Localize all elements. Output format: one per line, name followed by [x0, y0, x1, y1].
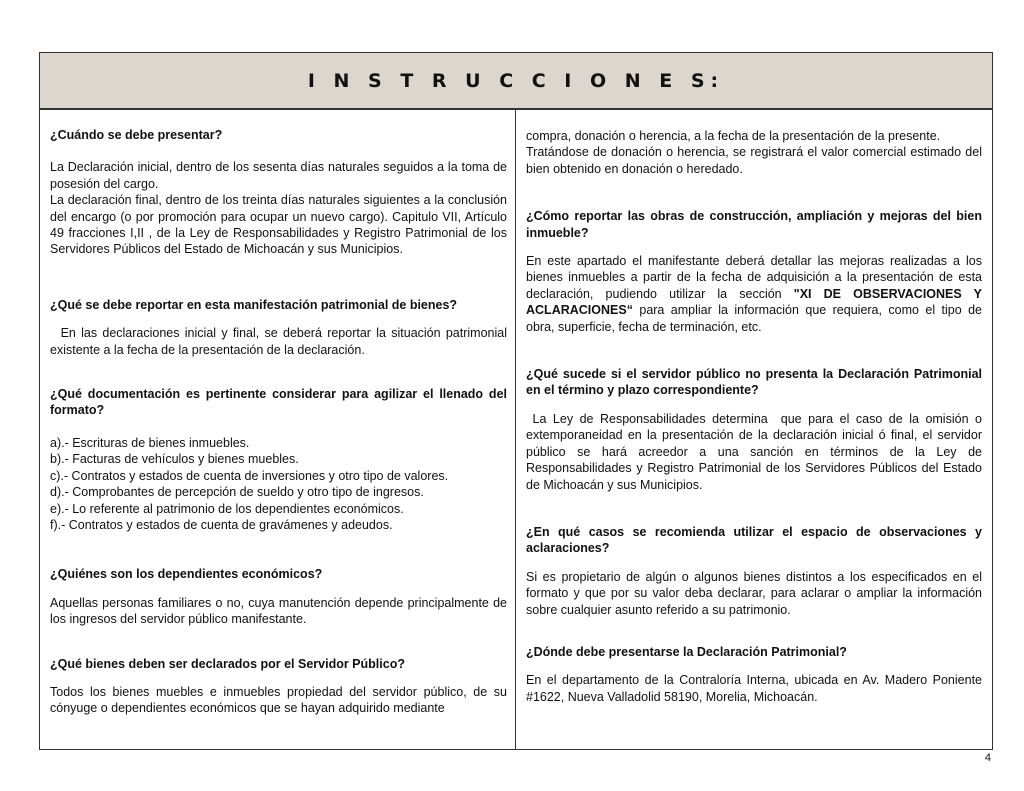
- question-non-compliance: ¿Qué sucede si el servidor público no presenta la Declaración Patrimonial en el término y plazo correspondiente?: [526, 367, 982, 398]
- list-item: c).- Contratos y estados de cuenta de inversiones y otro tipo de valores.: [50, 468, 449, 483]
- right-column: [516, 110, 992, 749]
- answer-construction-works: En este apartado el manifestante deberá detallar las mejoras realizadas a los bienes inmuebles a partir de la fecha de adquisición a la presentación de esta declaración, pudiendo utilizar la sección "XI DE OBSERVACIONES Y ACLARACIONES“ para ampliar la información que requiera, como el tipo de obra, superficie, fecha de terminación, etc.: [526, 254, 982, 334]
- question-documentation: ¿Qué documentación es pertinente considerar para agilizar el llenado del formato?: [50, 387, 507, 418]
- question-when-to-present: ¿Cuándo se debe presentar?: [50, 128, 223, 142]
- list-item: b).- Facturas de vehículos y bienes muebles.: [50, 452, 299, 467]
- answer-observations-use: Si es propietario de algún o algunos bienes distintos a los especificados en el formato y que por su valor deba declarar, para aclarar o ampliar la información sobre cualquier asunto referido a su patrimonio.: [526, 569, 982, 617]
- answer-donation-inheritance: Tratándose de donación o herencia, se registrará el valor comercial estimado del bien obtenido en donación o heredado.: [526, 145, 982, 176]
- answer-assets-continued: compra, donación o herencia, a la fecha de la presentación de la presente.: [526, 129, 941, 143]
- question-what-to-report: ¿Qué se debe reportar en esta manifestación patrimonial de bienes?: [50, 297, 458, 312]
- list-item: e).- Lo referente al patrimonio de los dependientes económicos.: [50, 501, 404, 516]
- question-assets-to-declare: ¿Qué bienes deben ser declarados por el Servidor Público?: [50, 656, 405, 671]
- list-item: d).- Comprobantes de percepción de sueldo y otro tipo de ingresos.: [50, 485, 424, 500]
- question-where-to-present: ¿Dónde debe presentarse la Declaración Patrimonial?: [526, 644, 847, 659]
- answer-assets-to-declare: Todos los bienes muebles e inmuebles propiedad del servidor público, de su cónyuge o dependientes económicos que se hayan adquirido mediante: [50, 684, 507, 716]
- answer-non-compliance: La Ley de Responsabilidades determina que para el caso de la omisión o extemporaneidad en la presentación de la declaración inicial ó final, el servidor público se hará acreedor a una sanción en términos de la Ley de Responsabilidades y Registro Patrimonial de los Servidores Públicos del Estado de Michoacán y sus Municipios.: [526, 411, 986, 492]
- instructions-header: [40, 53, 992, 110]
- left-column: [40, 110, 516, 749]
- answer-initial-declaration: La Declaración inicial, dentro de los sesenta días naturales seguidos a la toma de posesión del cargo.: [50, 160, 507, 191]
- question-dependents: ¿Quiénes son los dependientes económicos?: [50, 567, 323, 582]
- documentation-list: [50, 435, 507, 533]
- answer-where-to-present: En el departamento de la Contraloría Interna, ubicada en Av. Madero Poniente #1622, Nueva Valladolid 58190, Morelia, Michoacán.: [526, 673, 982, 704]
- page-title: I N S T R U C C I O N E S:: [307, 69, 725, 92]
- instructions-table: [39, 52, 993, 750]
- answer-dependents: Aquellas personas familiares o no, cuya manutención depende principalmente de los ingresos del servidor público manifestante.: [50, 595, 507, 627]
- list-item: f).- Contratos y estados de cuenta de gravámenes y adeudos.: [50, 517, 393, 532]
- list-item: a).- Escrituras de bienes inmuebles.: [50, 435, 250, 450]
- page-number: 4: [984, 752, 991, 764]
- question-observations-use: ¿En qué casos se recomienda utilizar el espacio de observaciones y aclaraciones?: [526, 524, 982, 556]
- answer-final-declaration: La declaración final, dentro de los treinta días naturales siguientes a la conclusión del encargo (o por promoción para ocupar un nuevo cargo). Capitulo VII, Artículo 49 fracciones I,II , de la Ley de Responsabilidades y Registro Patrimonial de los Servidores Públicos del Estado de Michoacán y sus Municipios.: [50, 193, 507, 257]
- question-construction-works: ¿Cómo reportar las obras de construcción, ampliación y mejoras del bien inmueble?: [526, 209, 982, 240]
- answer-what-to-report: En las declaraciones inicial y final, se deberá reportar la situación patrimonial existente a la fecha de la presentación de la declaración.: [50, 326, 511, 357]
